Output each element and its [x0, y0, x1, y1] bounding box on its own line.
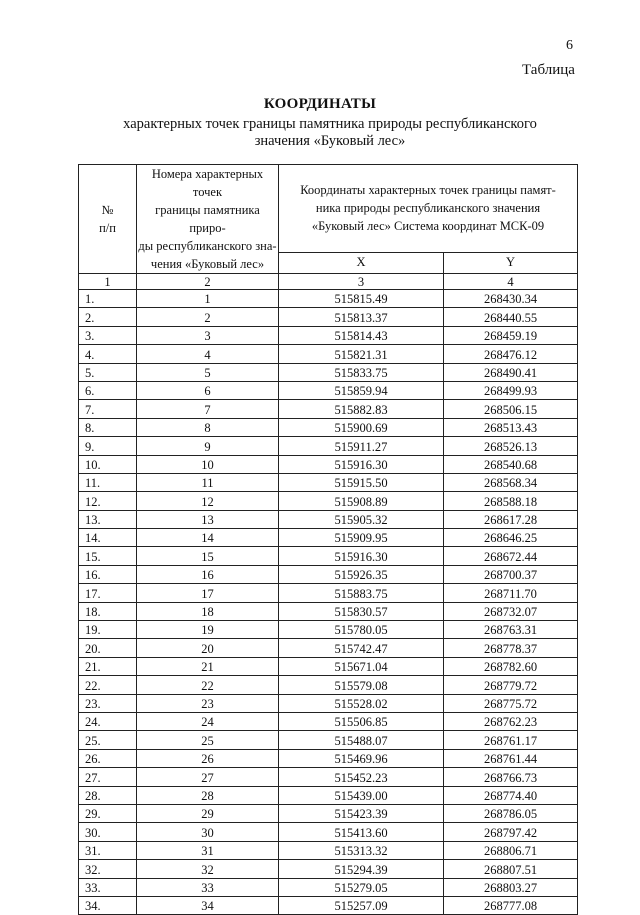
row-number-cell: 29.: [79, 804, 137, 822]
row-number-cell: 21.: [79, 657, 137, 675]
row-number-cell: 2.: [79, 308, 137, 326]
table-row: [79, 786, 578, 804]
x-coordinate-cell: 515423.39: [279, 804, 444, 822]
header-line: «Буковый лес» Система координат МСК-09: [311, 219, 545, 234]
point-number-cell: 12: [137, 492, 279, 510]
table-row: [79, 510, 578, 528]
y-coordinate-cell: 268786.05: [444, 804, 578, 822]
header-line: чения «Буковый лес»: [150, 257, 265, 271]
header-line: Координаты характерных точек границы памят-: [300, 183, 556, 198]
y-coordinate-cell: 268763.31: [444, 621, 578, 639]
row-number-cell: 13.: [79, 510, 137, 528]
header-point-number: [137, 165, 279, 274]
y-coordinate-cell: 268499.93: [444, 381, 578, 399]
row-number-cell: 18.: [79, 602, 137, 620]
point-number-cell: 34: [137, 896, 279, 914]
x-coordinate-cell: 515488.07: [279, 731, 444, 749]
point-number-cell: 21: [137, 657, 279, 675]
y-coordinate-cell: 268568.34: [444, 473, 578, 491]
y-coordinate-cell: 268672.44: [444, 547, 578, 565]
table-row: [79, 381, 578, 399]
point-number-cell: 7: [137, 400, 279, 418]
x-coordinate-cell: 515506.85: [279, 712, 444, 730]
point-number-cell: 25: [137, 731, 279, 749]
x-coordinate-cell: 515671.04: [279, 657, 444, 675]
x-coordinate-cell: 515908.89: [279, 492, 444, 510]
row-number-cell: 24.: [79, 712, 137, 730]
point-number-cell: 29: [137, 804, 279, 822]
y-coordinate-cell: 268490.41: [444, 363, 578, 381]
point-number-cell: 13: [137, 510, 279, 528]
row-number-cell: 5.: [79, 363, 137, 381]
table-row: [79, 529, 578, 547]
table-label: Таблица: [522, 62, 575, 78]
y-coordinate-cell: 268540.68: [444, 455, 578, 473]
row-number-cell: 4.: [79, 345, 137, 363]
header-x: X: [279, 252, 444, 273]
row-number-cell: 27.: [79, 768, 137, 786]
row-number-cell: 12.: [79, 492, 137, 510]
point-number-cell: 10: [137, 455, 279, 473]
row-number-cell: 6.: [79, 381, 137, 399]
point-number-cell: 17: [137, 584, 279, 602]
subtitle-line: характерных точек границы памятника природы республиканского: [123, 116, 537, 132]
table-row: [79, 400, 578, 418]
y-coordinate-cell: 268766.73: [444, 768, 578, 786]
point-number-cell: 15: [137, 547, 279, 565]
table-row: [79, 345, 578, 363]
table-row: [79, 547, 578, 565]
y-coordinate-cell: 268806.71: [444, 841, 578, 859]
point-number-cell: 18: [137, 602, 279, 620]
table-row: [79, 878, 578, 896]
y-coordinate-cell: 268797.42: [444, 823, 578, 841]
table-row: [79, 804, 578, 822]
document-title: КООРДИНАТЫ: [263, 96, 377, 112]
point-number-cell: 16: [137, 565, 279, 583]
header-line: ника природы республиканского значения: [315, 201, 541, 216]
header-line: ды республиканского зна-: [138, 239, 277, 253]
table-row: [79, 676, 578, 694]
row-number-cell: 26.: [79, 749, 137, 767]
header-number: [79, 165, 137, 274]
y-coordinate-cell: 268526.13: [444, 437, 578, 455]
row-number-cell: 22.: [79, 676, 137, 694]
header-line: п/п: [99, 221, 116, 235]
row-number-cell: 11.: [79, 473, 137, 491]
row-number-cell: 8.: [79, 418, 137, 436]
point-number-cell: 32: [137, 860, 279, 878]
point-number-cell: 1: [137, 290, 279, 308]
x-coordinate-cell: 515780.05: [279, 621, 444, 639]
x-coordinate-cell: 515413.60: [279, 823, 444, 841]
row-number-cell: 25.: [79, 731, 137, 749]
point-number-cell: 23: [137, 694, 279, 712]
point-number-cell: 27: [137, 768, 279, 786]
x-coordinate-cell: 515814.43: [279, 326, 444, 344]
x-coordinate-cell: 515257.09: [279, 896, 444, 914]
x-coordinate-cell: 515452.23: [279, 768, 444, 786]
point-number-cell: 8: [137, 418, 279, 436]
x-coordinate-cell: 515830.57: [279, 602, 444, 620]
y-coordinate-cell: 268711.70: [444, 584, 578, 602]
point-number-cell: 33: [137, 878, 279, 896]
y-coordinate-cell: 268732.07: [444, 602, 578, 620]
table-row: [79, 565, 578, 583]
y-coordinate-cell: 268476.12: [444, 345, 578, 363]
header-coordinates: [279, 165, 578, 253]
point-number-cell: 30: [137, 823, 279, 841]
y-coordinate-cell: 268588.18: [444, 492, 578, 510]
y-coordinate-cell: 268646.25: [444, 529, 578, 547]
table-row: [79, 657, 578, 675]
table-row: [79, 841, 578, 859]
table-row: [79, 363, 578, 381]
table-row: [79, 473, 578, 491]
x-coordinate-cell: 515911.27: [279, 437, 444, 455]
row-number-cell: 19.: [79, 621, 137, 639]
point-number-cell: 31: [137, 841, 279, 859]
point-number-cell: 2: [137, 308, 279, 326]
row-number-cell: 30.: [79, 823, 137, 841]
y-coordinate-cell: 268617.28: [444, 510, 578, 528]
row-number-cell: 16.: [79, 565, 137, 583]
header-line: №: [101, 203, 114, 217]
x-coordinate-cell: 515439.00: [279, 786, 444, 804]
point-number-cell: 4: [137, 345, 279, 363]
page-number: 6: [566, 38, 573, 53]
point-number-cell: 3: [137, 326, 279, 344]
table-row: [79, 418, 578, 436]
y-coordinate-cell: 268506.15: [444, 400, 578, 418]
table-row: [79, 749, 578, 767]
x-coordinate-cell: 515883.75: [279, 584, 444, 602]
point-number-cell: 19: [137, 621, 279, 639]
x-coordinate-cell: 515882.83: [279, 400, 444, 418]
point-number-cell: 6: [137, 381, 279, 399]
table-row: [79, 896, 578, 914]
y-coordinate-cell: 268807.51: [444, 860, 578, 878]
table-row: [79, 694, 578, 712]
x-coordinate-cell: 515905.32: [279, 510, 444, 528]
table-row: [79, 768, 578, 786]
column-index: 1: [79, 274, 137, 290]
y-coordinate-cell: 268779.72: [444, 676, 578, 694]
point-number-cell: 5: [137, 363, 279, 381]
table-row: [79, 308, 578, 326]
x-coordinate-cell: 515579.08: [279, 676, 444, 694]
table-row: [79, 584, 578, 602]
table-body: [79, 290, 578, 915]
table-header-row: [79, 165, 578, 253]
x-coordinate-cell: 515916.30: [279, 455, 444, 473]
subtitle-line: значения «Буковый лес»: [254, 133, 406, 149]
x-coordinate-cell: 515528.02: [279, 694, 444, 712]
row-number-cell: 20.: [79, 639, 137, 657]
y-coordinate-cell: 268775.72: [444, 694, 578, 712]
y-coordinate-cell: 268761.17: [444, 731, 578, 749]
y-coordinate-cell: 268430.34: [444, 290, 578, 308]
y-coordinate-cell: 268761.44: [444, 749, 578, 767]
x-coordinate-cell: 515469.96: [279, 749, 444, 767]
coordinates-table: [78, 164, 578, 915]
table-row: [79, 602, 578, 620]
header-line: границы памятника приро-: [155, 203, 260, 235]
row-number-cell: 23.: [79, 694, 137, 712]
table-row: [79, 823, 578, 841]
table-row: [79, 455, 578, 473]
y-coordinate-cell: 268440.55: [444, 308, 578, 326]
point-number-cell: 20: [137, 639, 279, 657]
point-number-cell: 26: [137, 749, 279, 767]
column-index: 3: [279, 274, 444, 290]
point-number-cell: 14: [137, 529, 279, 547]
header-line: Номера характерных точек: [151, 167, 264, 199]
row-number-cell: 1.: [79, 290, 137, 308]
row-number-cell: 10.: [79, 455, 137, 473]
column-index-row: [79, 274, 578, 290]
row-number-cell: 7.: [79, 400, 137, 418]
point-number-cell: 22: [137, 676, 279, 694]
row-number-cell: 17.: [79, 584, 137, 602]
y-coordinate-cell: 268459.19: [444, 326, 578, 344]
row-number-cell: 15.: [79, 547, 137, 565]
point-number-cell: 11: [137, 473, 279, 491]
x-coordinate-cell: 515294.39: [279, 860, 444, 878]
row-number-cell: 34.: [79, 896, 137, 914]
table-row: [79, 731, 578, 749]
row-number-cell: 33.: [79, 878, 137, 896]
column-index: 4: [444, 274, 578, 290]
document-subtitle: [90, 116, 570, 150]
x-coordinate-cell: 515821.31: [279, 345, 444, 363]
table-row: [79, 621, 578, 639]
header-y: Y: [444, 252, 578, 273]
x-coordinate-cell: 515313.32: [279, 841, 444, 859]
y-coordinate-cell: 268513.43: [444, 418, 578, 436]
x-coordinate-cell: 515909.95: [279, 529, 444, 547]
x-coordinate-cell: 515915.50: [279, 473, 444, 491]
x-coordinate-cell: 515833.75: [279, 363, 444, 381]
y-coordinate-cell: 268774.40: [444, 786, 578, 804]
table-row: [79, 712, 578, 730]
point-number-cell: 24: [137, 712, 279, 730]
x-coordinate-cell: 515813.37: [279, 308, 444, 326]
y-coordinate-cell: 268778.37: [444, 639, 578, 657]
table-row: [79, 860, 578, 878]
row-number-cell: 3.: [79, 326, 137, 344]
y-coordinate-cell: 268777.08: [444, 896, 578, 914]
row-number-cell: 14.: [79, 529, 137, 547]
table-row: [79, 639, 578, 657]
y-coordinate-cell: 268700.37: [444, 565, 578, 583]
x-coordinate-cell: 515900.69: [279, 418, 444, 436]
point-number-cell: 9: [137, 437, 279, 455]
row-number-cell: 9.: [79, 437, 137, 455]
row-number-cell: 32.: [79, 860, 137, 878]
x-coordinate-cell: 515815.49: [279, 290, 444, 308]
table-row: [79, 437, 578, 455]
table-row: [79, 492, 578, 510]
y-coordinate-cell: 268782.60: [444, 657, 578, 675]
x-coordinate-cell: 515279.05: [279, 878, 444, 896]
row-number-cell: 28.: [79, 786, 137, 804]
column-index: 2: [137, 274, 279, 290]
table-row: [79, 290, 578, 308]
table-row: [79, 326, 578, 344]
y-coordinate-cell: 268803.27: [444, 878, 578, 896]
x-coordinate-cell: 515859.94: [279, 381, 444, 399]
x-coordinate-cell: 515916.30: [279, 547, 444, 565]
row-number-cell: 31.: [79, 841, 137, 859]
y-coordinate-cell: 268762.23: [444, 712, 578, 730]
x-coordinate-cell: 515926.35: [279, 565, 444, 583]
x-coordinate-cell: 515742.47: [279, 639, 444, 657]
point-number-cell: 28: [137, 786, 279, 804]
